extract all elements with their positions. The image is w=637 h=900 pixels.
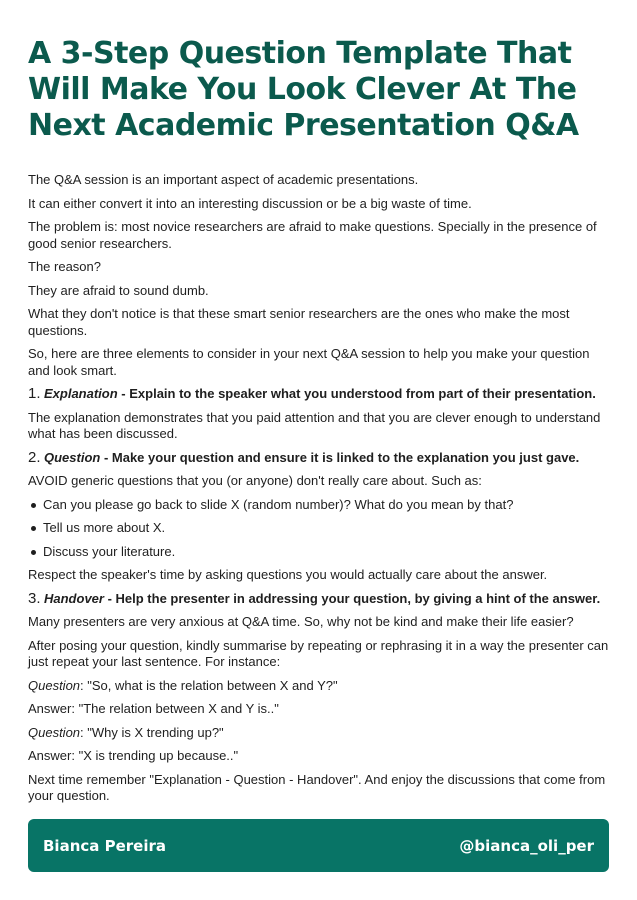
step-body: Many presenters are very anxious at Q&A time. So, why not be kind and make their life easier? <box>28 614 574 629</box>
step-heading-text: - Make your question and ensure it is linked to the explanation you just gave. <box>100 449 580 465</box>
step-term: Question <box>44 449 101 465</box>
example-text: : "X is trending up because.." <box>71 748 239 763</box>
intro-paragraph: It can either convert it into an interesting discussion or be a big waste of time. <box>28 195 472 211</box>
example-text: : "Why is X trending up?" <box>80 724 224 740</box>
step-heading-text: - Help the presenter in addressing your question, by giving a hint of the answer. <box>103 590 601 606</box>
example-text: : "So, what is the relation between X and Y?" <box>80 677 338 693</box>
example-text: : "The relation between X and Y is.." <box>71 701 279 716</box>
step-body: The explanation demonstrates that you paid attention and that you are clever enough to understand what has been discussed. <box>28 409 601 441</box>
example-label: Question <box>28 724 81 740</box>
author-footer <box>28 819 609 872</box>
list-item: Discuss your literature. <box>28 544 613 561</box>
intro-paragraph: The Q&A session is an important aspect of academic presentations. <box>28 172 419 187</box>
step-number: 1. <box>28 385 41 402</box>
step-heading-text: - Explain to the speaker what you understood from part of their presentation. <box>117 386 596 401</box>
step-question-heading <box>28 450 613 467</box>
intro-paragraph: The problem is: most novice researchers are afraid to make questions. Specially in the presence of good senior researchers. <box>28 219 597 251</box>
example-label: Answer <box>28 701 72 716</box>
step-number: 2. <box>28 448 41 466</box>
step-explanation-heading <box>28 386 613 403</box>
step-term: Explanation <box>44 386 118 401</box>
example-line <box>28 678 613 695</box>
example-line <box>28 725 613 742</box>
intro-paragraph: What they don't notice is that these smart senior researchers are the ones who make the most questions. <box>28 306 570 338</box>
step-term: Handover <box>44 590 104 606</box>
step-after: Respect the speaker's time by asking questions you would actually care about the answer. <box>28 567 548 582</box>
list-item: Can you please go back to slide X (random number)? What do you mean by that? <box>28 497 613 514</box>
intro-paragraph: So, here are three elements to consider in your next Q&A session to help you make your question and look smart. <box>28 346 590 378</box>
example-label: Answer <box>28 748 72 763</box>
article-body <box>28 172 613 812</box>
intro-paragraph: They are afraid to sound dumb. <box>28 282 209 298</box>
intro-paragraph: The reason? <box>28 259 101 274</box>
example-line <box>28 748 613 765</box>
bullet-list <box>28 497 613 561</box>
list-item: Tell us more about X. <box>28 520 613 537</box>
example-line <box>28 701 613 718</box>
closing-paragraph: Next time remember "Explanation - Question - Handover". And enjoy the discussions that come from your question. <box>28 771 606 803</box>
step-body: AVOID generic questions that you (or anyone) don't really care about. Such as: <box>28 473 482 488</box>
step-body: After posing your question, kindly summarise by repeating or rephrasing it in a way the presenter can just repeat your last sentence. For instance: <box>28 637 609 669</box>
step-handover-heading <box>28 591 613 608</box>
author-name: Bianca Pereira <box>43 836 167 855</box>
example-label: Question <box>28 677 81 693</box>
author-handle[interactable]: @bianca_oli_per <box>459 836 594 855</box>
page-title: A 3-Step Question Template That Will Make You Look Clever At The Next Academic Presentation Q&A <box>28 36 579 143</box>
step-number: 3. <box>28 589 41 607</box>
